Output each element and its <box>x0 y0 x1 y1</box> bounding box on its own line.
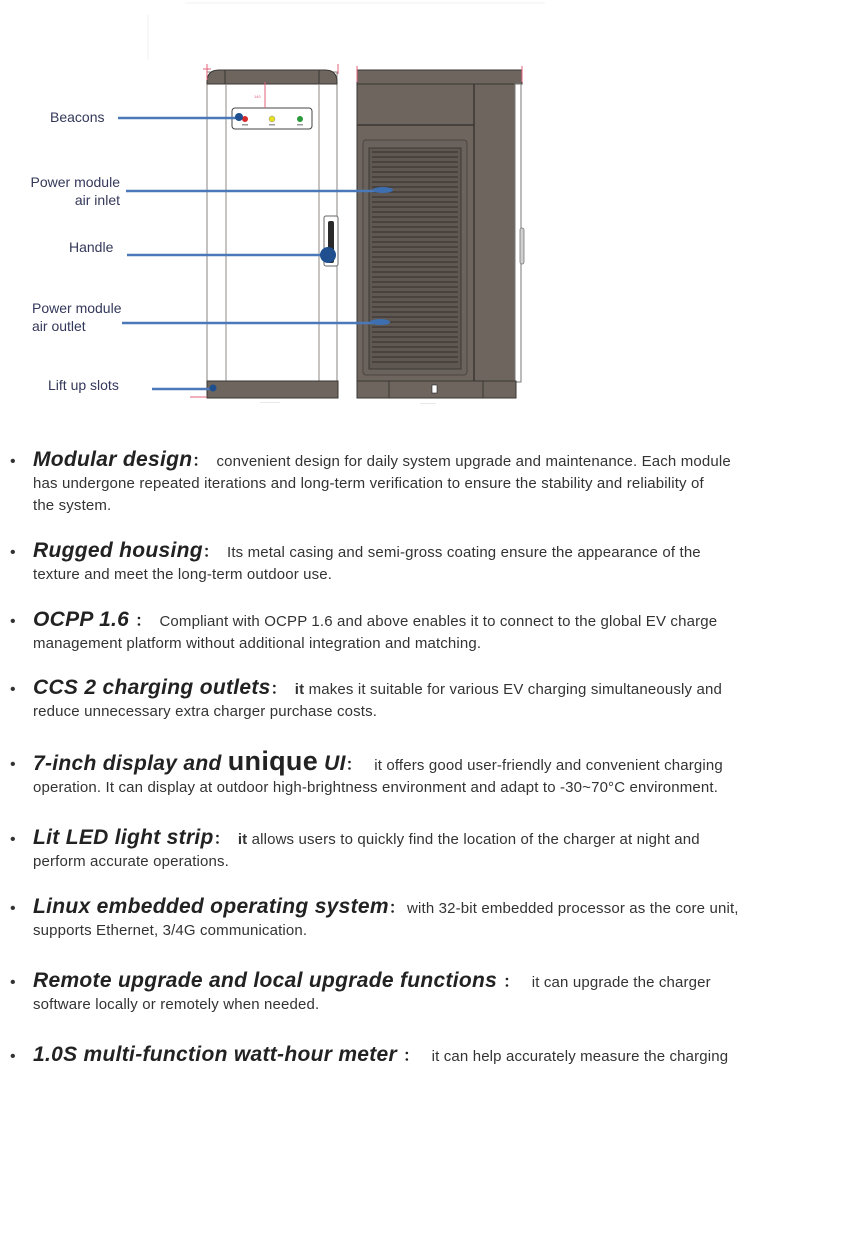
feature-title: OCPP 1.6 <box>33 608 136 631</box>
callout-dot-beacons <box>235 113 243 121</box>
feature-line: management platform without additional integration and matching. <box>33 635 482 652</box>
colon: ： <box>135 613 152 630</box>
feature-line: Its metal casing and semi-gross coating ensure the appearance of the <box>227 544 701 561</box>
label-line: air outlet <box>32 318 86 334</box>
label-line: Lift up slots <box>48 377 119 393</box>
feature-line: it can help accurately measure the charging <box>427 1048 729 1065</box>
feature-line: it can upgrade the charger <box>527 974 711 991</box>
colon: ： <box>202 544 219 561</box>
side-view <box>357 66 524 404</box>
colon: ： <box>345 757 362 774</box>
feature-line: convenient design for daily system upgrade and maintenance. Each module <box>216 453 731 470</box>
colon: ： <box>503 974 520 991</box>
colon: ： <box>213 831 230 848</box>
colon: ： <box>388 900 406 917</box>
feature-line: the system. <box>33 497 112 514</box>
title-part: 7-inch display and <box>33 752 228 775</box>
bullet-icon: • <box>10 544 16 561</box>
feature-line: has undergone repeated iterations and long-term verification to ensure the stability and reliability of <box>33 475 704 492</box>
colon: ： <box>270 681 287 698</box>
title-emphasis: unique <box>227 746 319 776</box>
feature-line: supports Ethernet, 3/4G communication. <box>33 922 308 939</box>
feature-line: reduce unnecessary extra charger purchase costs. <box>33 703 378 720</box>
feature-line: texture and meet the long-term outdoor use. <box>33 566 333 583</box>
label-line: Power module <box>30 174 120 190</box>
feature-title: Remote upgrade and local upgrade functions <box>33 969 504 992</box>
label-lift-slots <box>48 376 119 394</box>
label-air-inlet <box>20 173 120 209</box>
feature-title: CCS 2 charging outlets <box>33 676 271 699</box>
feature-line: with 32-bit embedded processor as the core unit, <box>407 900 739 917</box>
colon: ： <box>192 453 209 470</box>
charger-cabinet-drawing <box>0 0 855 420</box>
charger-diagram <box>0 0 855 420</box>
callout-dot-handle <box>320 247 336 263</box>
bullet-icon: • <box>10 681 16 698</box>
title-part: UI <box>318 752 346 775</box>
louver-vent <box>369 148 461 369</box>
front-view <box>190 64 338 403</box>
feature-line: Compliant with OCPP 1.6 and above enables it to connect to the global EV charge <box>159 613 718 630</box>
svg-text:140: 140 <box>254 94 261 99</box>
beacon-yellow-icon <box>269 116 275 122</box>
feature-lead: it <box>237 831 248 848</box>
label-line: air inlet <box>74 192 120 208</box>
bullet-icon: • <box>10 831 16 848</box>
callout-dot-lift-slots <box>210 385 217 392</box>
callout-dot-air-inlet <box>373 187 393 193</box>
bullet-icon: • <box>10 900 16 917</box>
callout-dot-air-outlet <box>370 319 390 325</box>
bullet-icon: • <box>10 756 16 773</box>
label-handle <box>69 238 113 256</box>
feature-line: perform accurate operations. <box>33 853 229 870</box>
label-line: Beacons <box>50 109 105 125</box>
feature-title: Linux embedded operating system <box>33 895 389 918</box>
label-beacons <box>50 108 104 126</box>
beacon-green-icon <box>297 116 303 122</box>
feature-title: Rugged housing <box>33 539 203 562</box>
label-line: Power module <box>32 300 122 316</box>
feature-title <box>33 746 346 776</box>
feature-line: allows users to quickly find the location of the charger at night and <box>247 831 700 848</box>
feature-line: it offers good user-friendly and convenient charging <box>369 757 723 774</box>
label-line: Handle <box>69 239 114 255</box>
feature-line: makes it suitable for various EV charging simultaneously and <box>304 681 722 698</box>
feature-line: operation. It can display at outdoor high-brightness environment and adapt to -30~70°C environment. <box>33 779 719 796</box>
colon: ： <box>403 1048 420 1065</box>
label-air-outlet <box>32 299 122 335</box>
bullet-icon: • <box>10 613 16 630</box>
feature-line: software locally or remotely when needed. <box>33 996 320 1013</box>
feature-title: Lit LED light strip <box>33 826 214 849</box>
feature-title: 1.0S multi-function watt-hour meter <box>33 1043 404 1066</box>
feature-lead: it <box>294 681 305 698</box>
bullet-icon: • <box>10 1048 16 1065</box>
bullet-icon: • <box>10 974 16 991</box>
bullet-icon: • <box>10 453 16 470</box>
feature-title: Modular design <box>33 448 193 471</box>
